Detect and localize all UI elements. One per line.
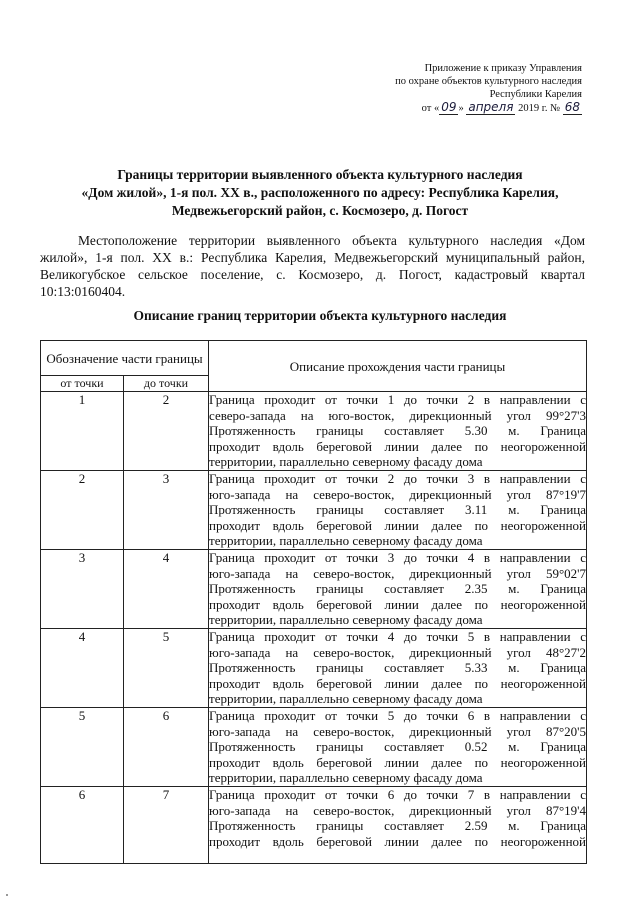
header-description: Описание прохождения части границы — [209, 341, 587, 392]
date-day: 09 — [441, 100, 457, 114]
appendix-line-3: Республики Карелия — [489, 89, 582, 100]
description-line: Граница проходит от точки 6 до точки 7 в направлении с — [209, 787, 587, 802]
date-year: 2019 г. № — [518, 103, 561, 114]
description-line: Граница проходит от точки 1 до точки 2 в направлении с — [209, 392, 587, 407]
description-line: проходит вдоль береговой линии далее по неогороженной — [209, 517, 587, 533]
date-month: апреля — [468, 100, 514, 114]
to-point: 2 — [124, 392, 209, 471]
appendix-header — [395, 62, 582, 115]
boundary-table — [40, 340, 587, 864]
title-line-3: Медвежьегорский район, с. Космозеро, д. Погост — [171, 203, 469, 218]
from-point: 5 — [41, 708, 124, 787]
description-line: проходит вдоль береговой линии далее по неогороженной — [209, 675, 587, 691]
table-row — [41, 629, 587, 708]
description-line: северо-запада на юго-восток, дирекционный угол 99°27'3 — [209, 407, 587, 423]
to-point: 7 — [124, 787, 209, 864]
appendix-line-2: по охране объектов культурного наследия — [395, 76, 582, 87]
description-line: юго-запада на северо-восток, дирекционный угол 87°19'7 — [209, 486, 587, 502]
document-title — [40, 166, 600, 220]
table-row — [41, 392, 587, 471]
from-point: 6 — [41, 787, 124, 864]
description-line: территории, параллельно северному фасаду дома — [209, 691, 483, 707]
from-point: 2 — [41, 471, 124, 550]
boundary-description — [209, 787, 587, 864]
description-line: территории, параллельно северному фасаду дома — [209, 770, 483, 786]
description-line: Граница проходит от точки 5 до точки 6 в направлении с — [209, 708, 587, 723]
description-line: проходит вдоль береговой линии далее по неогороженной — [209, 438, 587, 454]
description-line: Граница проходит от точки 3 до точки 4 в направлении с — [209, 550, 587, 565]
description-line: Граница проходит от точки 2 до точки 3 в направлении с — [209, 471, 587, 486]
description-line: юго-запада на северо-восток, дирекционный угол 87°19'4 — [209, 802, 587, 818]
from-point: 4 — [41, 629, 124, 708]
boundary-description — [209, 550, 587, 629]
table-row — [41, 550, 587, 629]
boundary-description — [209, 392, 587, 471]
description-line: Протяженность границы составляет 0.52 м. Граница — [209, 739, 587, 755]
header-to: до точки — [124, 376, 209, 392]
date-prefix: от « — [421, 103, 440, 114]
description-line: Протяженность границы составляет 2.59 м. Граница — [209, 818, 587, 834]
table-row — [41, 787, 587, 864]
description-line: юго-запада на северо-восток, дирекционный угол 87°20'5 — [209, 723, 587, 739]
description-line: юго-запада на северо-восток, дирекционный угол 48°27'2 — [209, 644, 587, 660]
section-title: Описание границ территории объекта культурного наследия — [133, 308, 507, 323]
description-line: Протяженность границы составляет 5.30 м. Граница — [209, 423, 587, 439]
appendix-date-line — [395, 101, 582, 115]
table-row — [41, 708, 587, 787]
description-line: проходит вдоль береговой линии далее по неогороженной — [209, 754, 587, 770]
header-from: от точки — [41, 376, 124, 392]
to-point: 6 — [124, 708, 209, 787]
from-point: 3 — [41, 550, 124, 629]
boundary-description — [209, 471, 587, 550]
title-line-1: Границы территории выявленного объекта культурного наследия — [117, 167, 523, 182]
order-number: 68 — [564, 100, 580, 114]
to-point: 5 — [124, 629, 209, 708]
from-point: 1 — [41, 392, 124, 471]
date-mid: » — [458, 103, 464, 114]
boundary-description — [209, 708, 587, 787]
header-group: Обозначение части границы — [41, 341, 209, 376]
appendix-line-1: Приложение к приказу Управления — [424, 63, 582, 74]
to-point: 3 — [124, 471, 209, 550]
location-paragraph: Местоположение территории выявленного объекта культурного наследия «Дом жилой», 1-я пол. XX в.: Республика Карелия, Медвежьегорский муниципальный район, Великогубское сельское поселение, с. Космозеро, д. Погост, кадастровый квартал 10:13:0160404. — [40, 233, 585, 299]
to-point: 4 — [124, 550, 209, 629]
description-line: территории, параллельно северному фасаду дома — [209, 454, 483, 470]
scan-speck — [6, 894, 8, 896]
description-line: территории, параллельно северному фасаду дома — [209, 533, 483, 549]
title-line-2: «Дом жилой», 1-я пол. XX в., расположенного по адресу: Республика Карелия, — [81, 185, 559, 200]
description-line: проходит вдоль береговой линии далее по неогороженной — [209, 596, 587, 612]
table-row — [41, 471, 587, 550]
description-line: проходит вдоль береговой линии далее по неогороженной — [209, 833, 587, 849]
description-line: юго-запада на северо-восток, дирекционный угол 59°02'7 — [209, 565, 587, 581]
description-line: Граница проходит от точки 4 до точки 5 в направлении с — [209, 629, 587, 644]
description-line: Протяженность границы составляет 2.35 м. Граница — [209, 581, 587, 597]
table-body — [41, 392, 587, 864]
description-line: Протяженность границы составляет 5.33 м. Граница — [209, 660, 587, 676]
description-line: территории, параллельно северному фасаду дома — [209, 612, 483, 628]
boundary-description — [209, 629, 587, 708]
description-line: Протяженность границы составляет 3.11 м. Граница — [209, 502, 587, 518]
